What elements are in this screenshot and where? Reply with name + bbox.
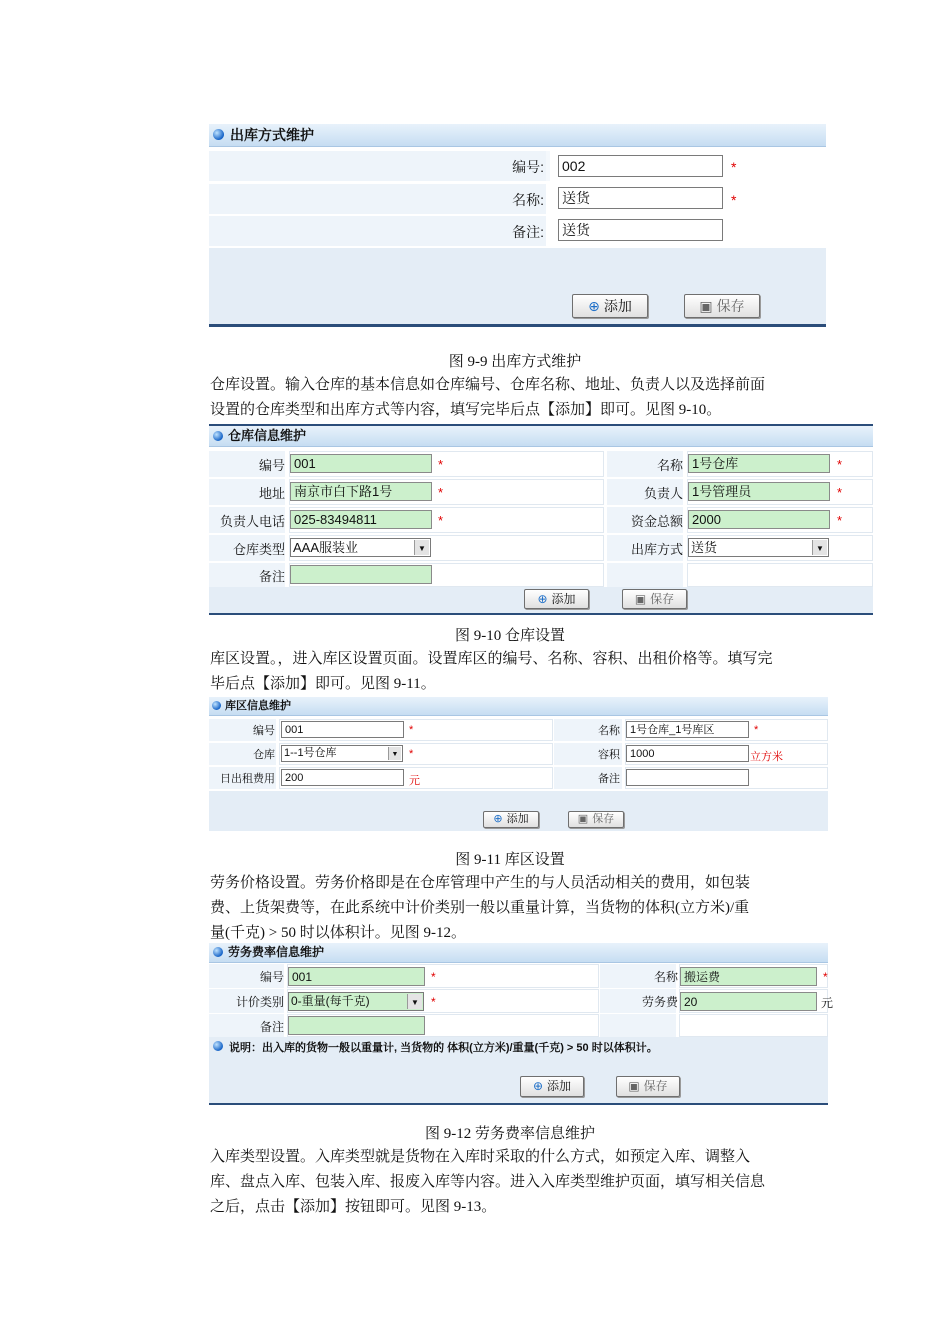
- add-icon: ⊕: [537, 592, 548, 606]
- unit-label: 立方米: [750, 751, 783, 763]
- button-area: [209, 587, 873, 615]
- save-button[interactable]: ▣ 保存: [622, 589, 687, 609]
- field-label: 出库方式: [630, 542, 683, 557]
- fund-total-input[interactable]: 2000: [688, 510, 830, 529]
- save-button[interactable]: ▣ 保存: [616, 1076, 680, 1097]
- panel-title-bar: [209, 426, 873, 447]
- required-marker: *: [823, 970, 828, 984]
- volume-input[interactable]: 1000: [626, 745, 749, 762]
- bullet-icon: [213, 947, 223, 957]
- field-label: 资金总额: [630, 514, 683, 529]
- form-row: [209, 563, 873, 587]
- button-area: [209, 791, 828, 831]
- field-label: 编号:: [512, 159, 544, 175]
- code-input[interactable]: 001: [281, 721, 404, 738]
- note-text: 说明：出入库的货物一般以重量计, 当货物的 体积(立方米)/重量(千克) > 50 时以体积计。: [229, 1042, 658, 1054]
- name-input[interactable]: 1号仓库_1号库区: [626, 721, 749, 738]
- add-icon: ⊕: [588, 298, 600, 314]
- address-input[interactable]: 南京市白下路1号: [290, 482, 432, 501]
- code-input[interactable]: 002: [558, 155, 723, 177]
- remark-input[interactable]: [626, 769, 749, 786]
- add-icon: ⊕: [532, 1079, 544, 1093]
- field-label: 地址: [258, 486, 285, 501]
- save-button[interactable]: ▣ 保存: [568, 811, 624, 828]
- required-marker: *: [438, 513, 444, 528]
- field-label: 容积: [598, 749, 620, 761]
- panel-title-bar: [209, 124, 826, 147]
- code-input[interactable]: 001: [288, 967, 425, 986]
- code-input[interactable]: 001: [290, 454, 432, 473]
- figure-caption: 图 9-11 库区设置: [455, 852, 565, 868]
- figure-caption: 图 9-9 出库方式维护: [448, 354, 582, 370]
- required-marker: *: [438, 485, 444, 500]
- phone-input[interactable]: 025-83494811: [290, 510, 432, 529]
- required-marker: *: [731, 159, 737, 175]
- name-input[interactable]: 搬运费: [680, 967, 817, 986]
- save-icon: ▣: [634, 592, 647, 606]
- add-button[interactable]: ⊕ 添加: [520, 1076, 584, 1097]
- chevron-down-icon: ▼: [388, 747, 401, 760]
- save-icon: ▣: [628, 1079, 640, 1093]
- field-label: 仓库类型: [232, 542, 285, 557]
- required-marker: *: [409, 724, 414, 736]
- chevron-down-icon: ▼: [407, 994, 422, 1009]
- required-marker: *: [438, 457, 444, 472]
- field-label: 计价类别: [235, 995, 284, 1009]
- field-label: 名称:: [512, 192, 544, 208]
- daily-rent-input[interactable]: 200: [281, 769, 404, 786]
- field-label: 负责人电话: [219, 514, 285, 529]
- required-marker: *: [754, 724, 759, 736]
- add-icon: ⊕: [493, 813, 503, 825]
- paragraph: 劳务价格设置。劳务价格即是在仓库管理中产生的与人员活动相关的费用，如包装 费、上货架费等，在此系统中计价类别一般以重量计算，当货物的体积(立方米)/重 量(千克) > 50 时以体积计。见图 9-12。: [210, 875, 751, 941]
- unit-label: 元: [409, 775, 420, 787]
- remark-input[interactable]: [290, 565, 432, 584]
- labor-rate-panel: [209, 943, 834, 1105]
- field-label: 编号: [259, 970, 284, 984]
- info-icon: [213, 1041, 223, 1051]
- panel-title: 出库方式维护: [230, 127, 314, 143]
- bullet-icon: [213, 129, 224, 140]
- chevron-down-icon: ▼: [812, 540, 827, 555]
- form-row: [209, 216, 826, 246]
- panel-title: 库区信息维护: [225, 700, 291, 712]
- form-row: [209, 479, 873, 505]
- required-marker: *: [431, 995, 436, 1009]
- form-row: [209, 507, 873, 533]
- remark-input[interactable]: [288, 1016, 425, 1035]
- field-label: 编号: [258, 458, 285, 473]
- button-area: [209, 1037, 828, 1105]
- field-label: 仓库: [253, 749, 275, 761]
- remark-input[interactable]: 送货: [558, 219, 723, 241]
- panel-title-bar: [209, 943, 828, 963]
- unit-label: 元: [821, 996, 834, 1010]
- form-row: [209, 989, 834, 1013]
- form-row: [209, 451, 873, 477]
- form-row: [209, 964, 828, 988]
- manager-input[interactable]: 1号管理员: [688, 482, 830, 501]
- field-label: 名称: [653, 970, 678, 984]
- panel-title: 仓库信息维护: [228, 428, 307, 443]
- save-icon: ▣: [699, 298, 713, 314]
- field-label: 名称: [598, 725, 620, 737]
- figure-caption: 图 9-12 劳务费率信息维护: [425, 1126, 595, 1142]
- form-row: [209, 535, 873, 561]
- storage-area-panel: [209, 697, 828, 831]
- figure-caption: 图 9-10 仓库设置: [455, 628, 565, 644]
- paragraph: 仓库设置。输入仓库的基本信息如仓库编号、仓库名称、地址、负责人以及选择前面 设置的仓库类型和出库方式等内容，填写完毕后点【添加】即可。见图 9-10。: [210, 377, 766, 418]
- warehouse-select[interactable]: 1--1号仓库 ▼: [281, 745, 403, 762]
- save-icon: ▣: [577, 813, 589, 825]
- form-row: [209, 151, 826, 182]
- field-label: 备注: [259, 1020, 284, 1034]
- required-marker: *: [731, 192, 737, 208]
- field-label: 编号: [253, 725, 275, 737]
- form-row: [209, 1014, 828, 1037]
- form-row: [209, 184, 826, 214]
- field-label: 负责人: [643, 486, 683, 501]
- paragraph: 入库类型设置。入库类型就是货物在入库时采取的什么方式，如预定入库、调整入 库、盘点入库、包装入库、报废入库等内容。进入入库类型维护页面，填写相关信息 之后，点击【添加】按钮即可。见图 9-13。: [210, 1149, 766, 1215]
- bullet-icon: [213, 431, 223, 441]
- bullet-icon: [212, 701, 221, 710]
- form-row: [209, 767, 828, 789]
- add-button[interactable]: ⊕ 添加: [483, 811, 539, 828]
- labor-fee-input[interactable]: 20: [680, 992, 817, 1011]
- warehouse-type-select[interactable]: AAA服装业 ▼: [290, 538, 431, 557]
- field-label: 劳务费: [641, 995, 678, 1009]
- name-input[interactable]: 1号仓库: [688, 454, 830, 473]
- required-marker: *: [837, 485, 843, 500]
- field-label: 日出租费用: [220, 773, 275, 785]
- required-marker: *: [837, 513, 843, 528]
- save-button[interactable]: ▣ 保存: [684, 294, 760, 318]
- required-marker: *: [409, 748, 414, 760]
- field-label: 备注: [598, 773, 620, 785]
- required-marker: *: [837, 457, 843, 472]
- form-row: [209, 719, 828, 741]
- warehouse-info-panel: [209, 424, 873, 616]
- outbound-method-select[interactable]: 送货 ▼: [688, 538, 829, 557]
- chevron-down-icon: ▼: [414, 540, 429, 555]
- name-input[interactable]: 送货: [558, 187, 723, 209]
- button-area: [209, 248, 826, 327]
- form-row: [209, 743, 828, 765]
- field-label: 备注: [258, 569, 285, 584]
- add-button[interactable]: ⊕ 添加: [572, 294, 648, 318]
- field-label: 名称: [656, 458, 683, 473]
- required-marker: *: [431, 970, 436, 984]
- outbound-method-panel: [209, 124, 826, 326]
- field-label: 备注:: [512, 224, 544, 240]
- panel-title: 劳务费率信息维护: [228, 945, 325, 959]
- paragraph: 库区设置。，进入库区设置页面。设置库区的编号、名称、容积、出租价格等。填写完 毕后点【添加】即可。见图 9-11。: [210, 651, 773, 692]
- panel-title-bar: [209, 697, 828, 716]
- add-button[interactable]: ⊕ 添加: [524, 589, 589, 609]
- pricing-category-select[interactable]: 0-重量(每千克) ▼: [288, 992, 424, 1011]
